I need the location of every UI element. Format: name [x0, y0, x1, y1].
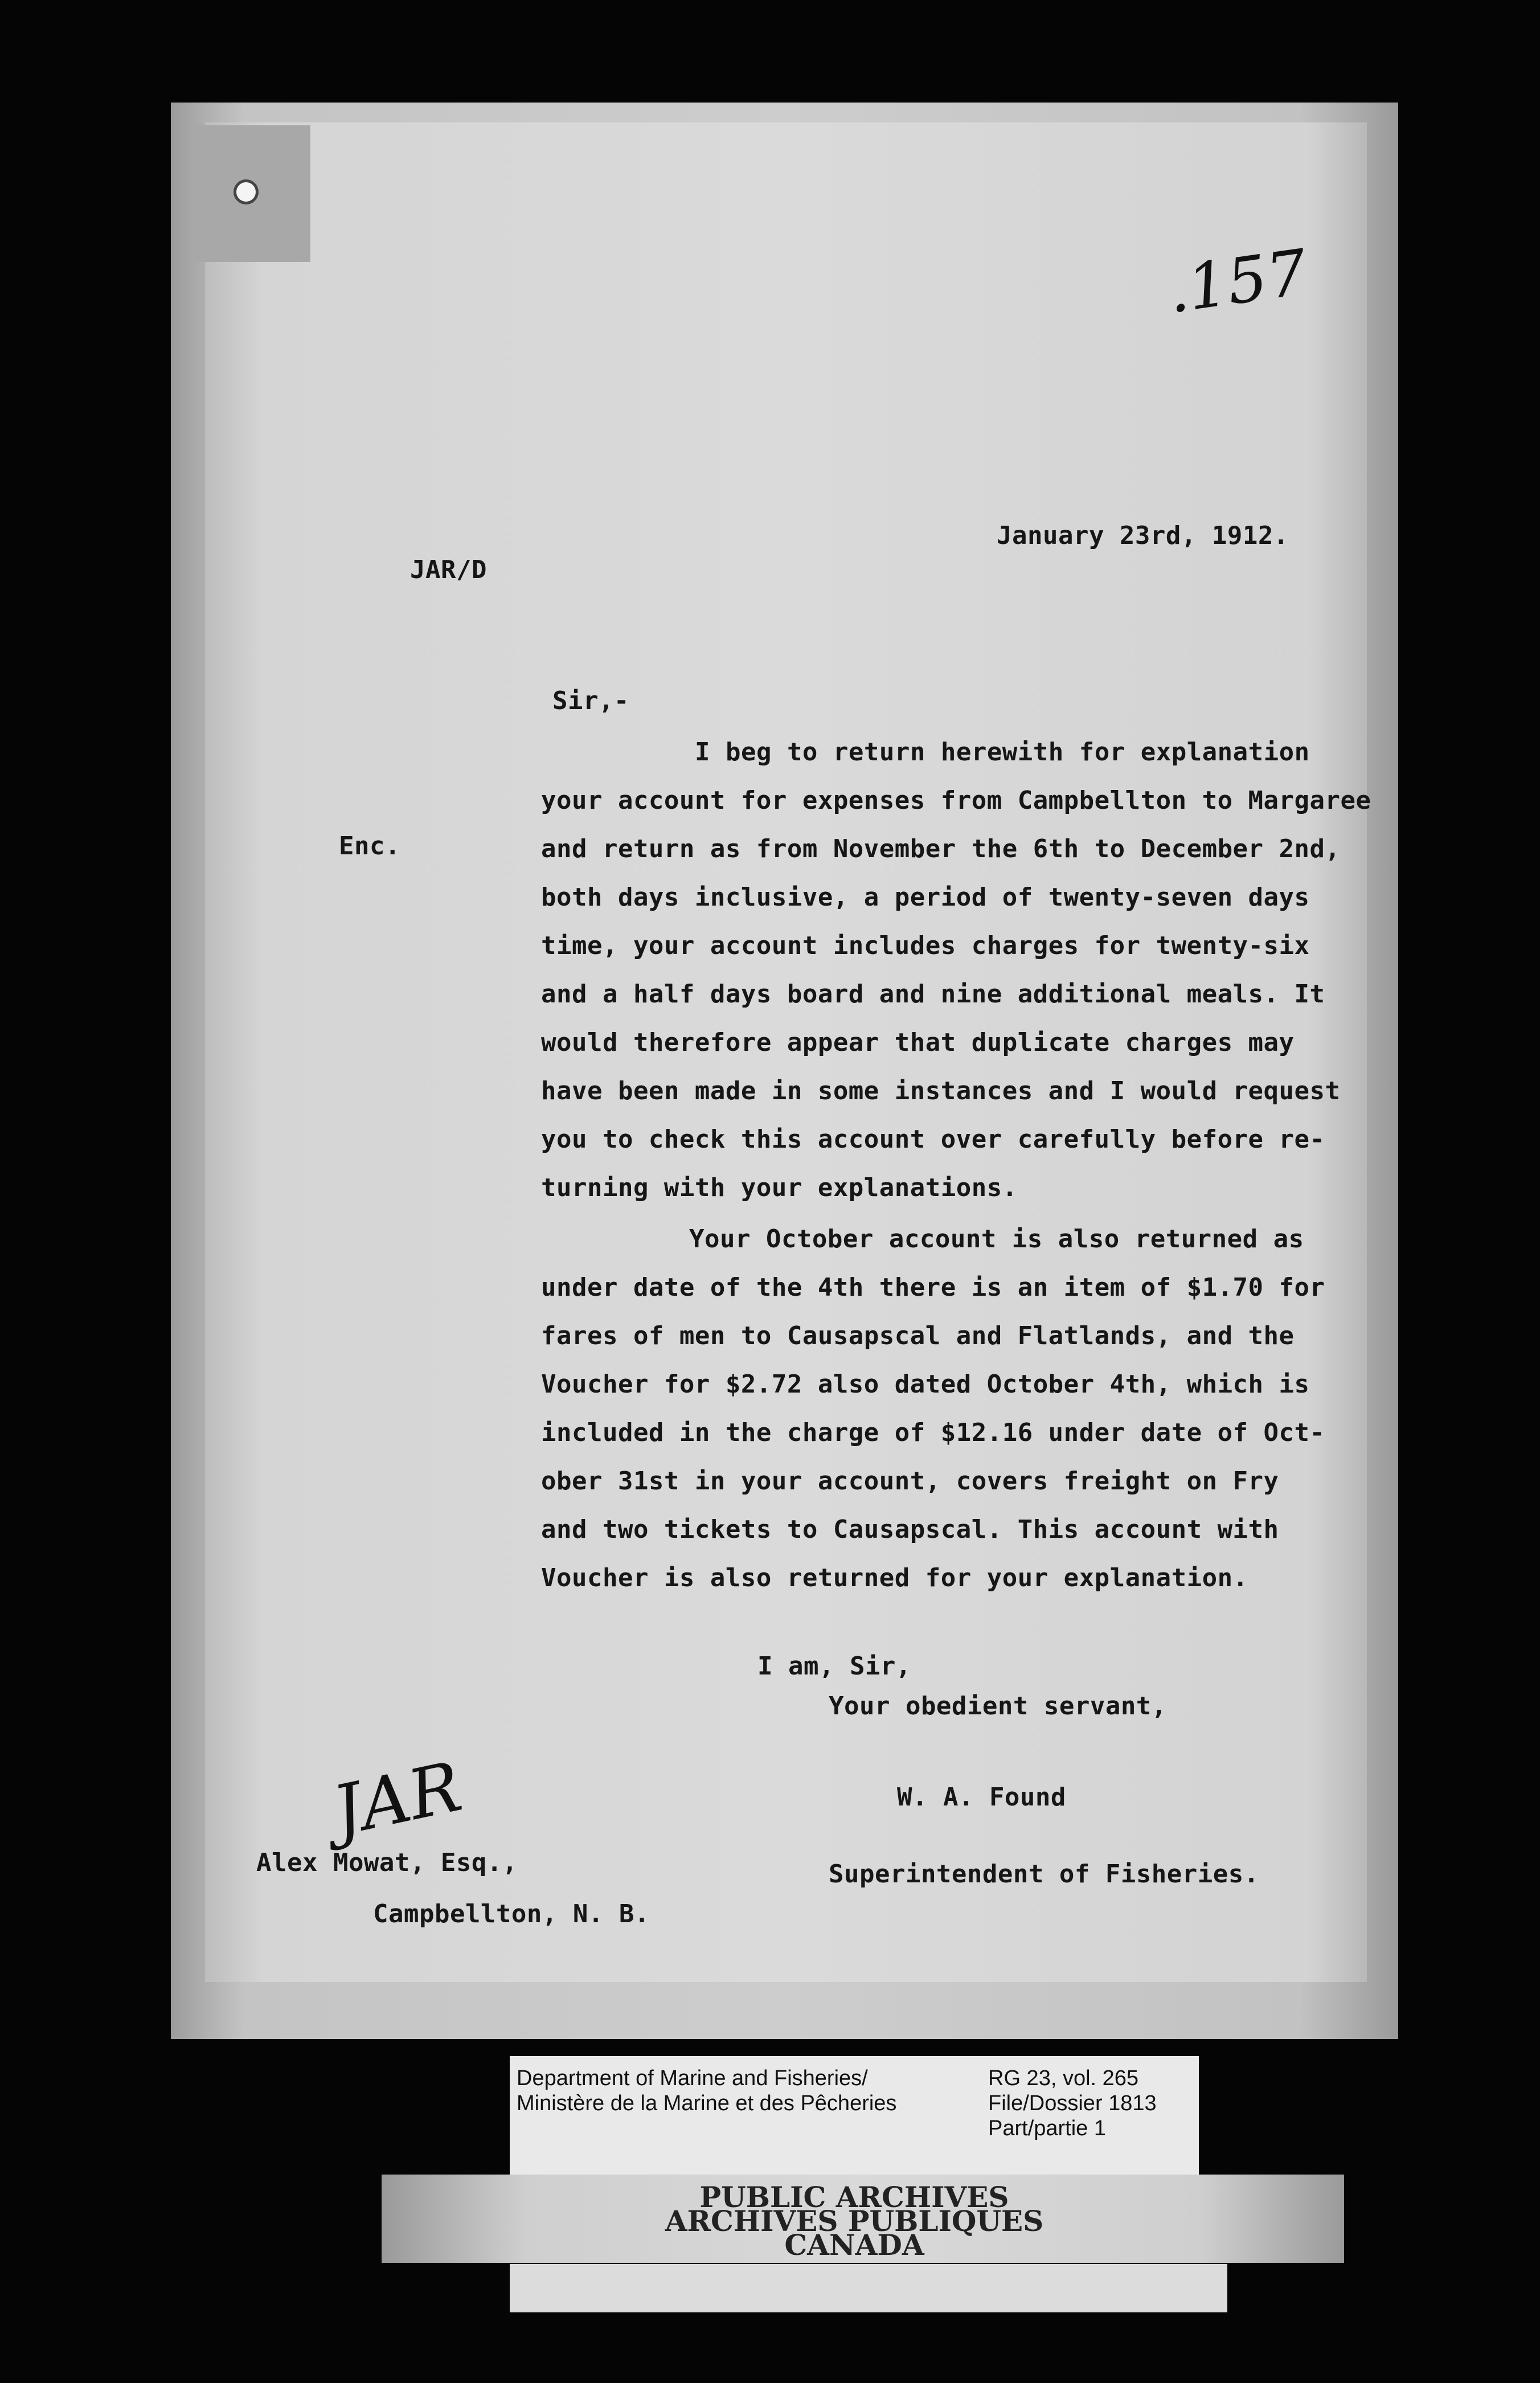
department-english: Department of Marine and Fisheries/ — [517, 2066, 868, 2090]
addressee-name: Alex Mowat, Esq., — [256, 1848, 518, 1877]
folio-number: .157 — [1163, 235, 1312, 327]
body-line: your account for expenses from Campbellton to Margaree — [541, 786, 1371, 815]
body-line: ober 31st in your account, covers freight on Fry — [541, 1467, 1279, 1496]
body-line: would therefore appear that duplicate charges may — [541, 1028, 1295, 1057]
closing-line: I am, Sir, — [757, 1652, 911, 1681]
body-line: under date of the 4th there is an item of $1.70 for — [541, 1273, 1325, 1302]
letter-date: January 23rd, 1912. — [997, 521, 1289, 550]
body-line: you to check this account over carefully before re- — [541, 1125, 1325, 1154]
file-number: File/Dossier 1813 — [988, 2091, 1157, 2115]
body-line: Voucher is also returned for your explanation. — [541, 1563, 1248, 1592]
body-line: I beg to return herewith for explanation — [695, 738, 1310, 767]
body-line: Your October account is also returned as — [689, 1225, 1304, 1254]
archives-stamp-strip — [382, 2175, 1344, 2263]
reference-code: JAR/D — [410, 555, 487, 584]
body-line: included in the charge of $12.16 under date of Oct- — [541, 1418, 1325, 1447]
part-number: Part/partie 1 — [988, 2116, 1106, 2140]
body-line: turning with your explanations. — [541, 1173, 1018, 1202]
department-french: Ministère de la Marine et des Pêcheries — [517, 2091, 897, 2115]
body-line: and return as from November the 6th to December 2nd, — [541, 834, 1341, 863]
bottom-strip — [510, 2264, 1227, 2312]
stamp-line: CANADA — [784, 2228, 924, 2262]
stamp-line: PUBLIC ARCHIVES — [699, 2180, 1009, 2214]
body-line: Voucher for $2.72 also dated October 4th, which is — [541, 1370, 1310, 1399]
body-line: time, your account includes charges for twenty-six — [541, 931, 1310, 960]
stamp-line: ARCHIVES PUBLIQUES — [665, 2204, 1044, 2238]
signer-name: W. A. Found — [897, 1783, 1066, 1812]
addressee-place: Campbellton, N. B. — [373, 1899, 650, 1928]
archive-label — [510, 2056, 1199, 2176]
closing-line: Your obedient servant, — [829, 1692, 1167, 1721]
handwritten-initials: JAR — [326, 1747, 469, 1852]
body-line: and two tickets to Causapscal. This account with — [541, 1515, 1279, 1544]
record-group: RG 23, vol. 265 — [988, 2066, 1139, 2090]
corner-tab — [194, 125, 310, 262]
body-line: fares of men to Causapscal and Flatlands, and the — [541, 1321, 1295, 1350]
body-line: both days inclusive, a period of twenty-seven days — [541, 883, 1310, 912]
punch-hole — [234, 179, 259, 204]
body-line: and a half days board and nine additional meals. It — [541, 980, 1325, 1009]
enclosure-note: Enc. — [339, 832, 400, 861]
signer-title: Superintendent of Fisheries. — [829, 1860, 1259, 1889]
salutation: Sir,- — [552, 686, 629, 715]
body-line: have been made in some instances and I would request — [541, 1076, 1341, 1105]
